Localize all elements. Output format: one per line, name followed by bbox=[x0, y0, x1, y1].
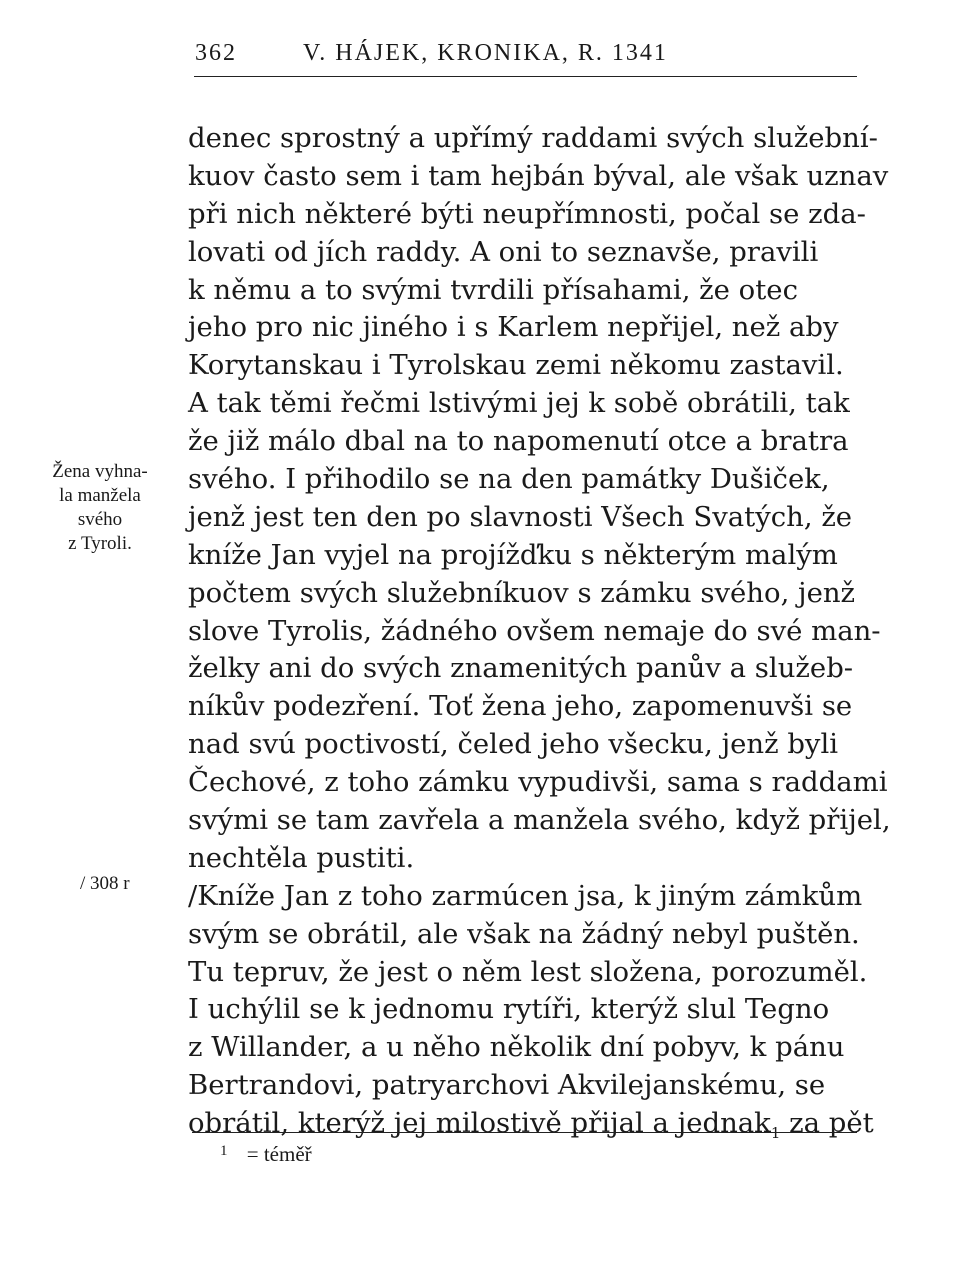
text-line: nad svú poctivostí, čeled jeho všecku, jenž byli bbox=[188, 728, 839, 761]
text-line: kníže Jan vyjel na projížďku s některým malým bbox=[188, 538, 838, 571]
text-line: jenž jest ten den po slavnosti Všech Svatých, že bbox=[188, 500, 853, 533]
folio-mark: / 308 r bbox=[80, 873, 130, 894]
header-rule bbox=[194, 76, 857, 77]
body-text bbox=[188, 120, 891, 1143]
footnote-mark: 1 bbox=[220, 1143, 228, 1159]
margin-note-line: svého bbox=[77, 509, 123, 530]
running-header bbox=[195, 38, 865, 78]
text-line: /Kníže Jan z toho zarmúcen jsa, k jiným zámkům bbox=[188, 879, 863, 912]
margin-note-line: z Tyroli. bbox=[68, 533, 132, 554]
text-line: počtem svých služebníkuov s zámku svého, jenž bbox=[188, 576, 856, 609]
margin-note-line: Žena vyhna- bbox=[52, 461, 148, 482]
text-line: z Willander, a u něho několik dní pobyv, k pánu bbox=[188, 1031, 845, 1064]
footnote-reference: 1 bbox=[770, 1124, 781, 1143]
footnote bbox=[220, 1142, 312, 1167]
text-line: níkův podezření. Toť žena jeho, zapomenuvši se bbox=[188, 690, 853, 723]
text-line: při nich některé býti neupřímnosti, počal se zda- bbox=[188, 197, 866, 230]
text-line: kuov často sem i tam hejbán býval, ale však uznav bbox=[188, 159, 889, 192]
running-title: V. HÁJEK, KRONIKA, R. 1341 bbox=[303, 40, 668, 66]
text-segment: obrátil, kterýž jej milostivě přijal a jednak bbox=[188, 1107, 771, 1140]
text-line: svého. I přihodilo se na den památky Dušiček, bbox=[188, 463, 830, 496]
text-line: denec sprostný a upřímý raddami svých služební- bbox=[188, 122, 878, 154]
text-line: A tak těmi řečmi lstivými jej k sobě obrátili, tak bbox=[188, 387, 850, 420]
text-line: slove Tyrolis, žádného ovšem nemaje do své man- bbox=[188, 614, 881, 647]
text-line: k němu a to svými tvrdili přísahami, že otec bbox=[188, 273, 798, 306]
text-line: svými se tam zavřela a manžela svého, když přijel, bbox=[188, 804, 891, 837]
footnote-rule bbox=[192, 1132, 857, 1133]
page-number: 362 bbox=[195, 40, 237, 66]
text-segment: za pět bbox=[780, 1107, 874, 1140]
text-line: že již málo dbal na to napomenutí otce a bratra bbox=[188, 425, 849, 458]
text-line: jeho pro nic jiného i s Karlem nepřijel, než aby bbox=[188, 311, 839, 344]
footnote-text: = téměř bbox=[246, 1142, 312, 1166]
text-line: svým se obrátil, ale však na žádný nebyl puštěn. bbox=[188, 917, 860, 950]
text-line: lovati od jích raddy. A oni to seznavše, pravili bbox=[188, 235, 819, 268]
text-line: Tu tepruv, že jest o něm lest složena, porozuměl. bbox=[188, 955, 868, 988]
text-line: I uchýlil se k jednomu rytíři, kterýž slul Tegno bbox=[188, 993, 830, 1026]
text-line-last bbox=[188, 1105, 874, 1143]
margin-note-line: la manžela bbox=[59, 485, 141, 506]
text-line: Čechové, z toho zámku vypudivši, sama s raddami bbox=[188, 766, 888, 799]
text-line: Bertrandovi, patryarchovi Akvilejanskému, se bbox=[188, 1069, 826, 1102]
text-line: Korytanskau i Tyrolskau zemi někomu zastavil. bbox=[188, 349, 844, 382]
margin-note bbox=[20, 460, 180, 556]
text-line: želky ani do svých znamenitých panův a služeb- bbox=[188, 652, 854, 685]
text-line: nechtěla pustiti. bbox=[188, 841, 415, 874]
